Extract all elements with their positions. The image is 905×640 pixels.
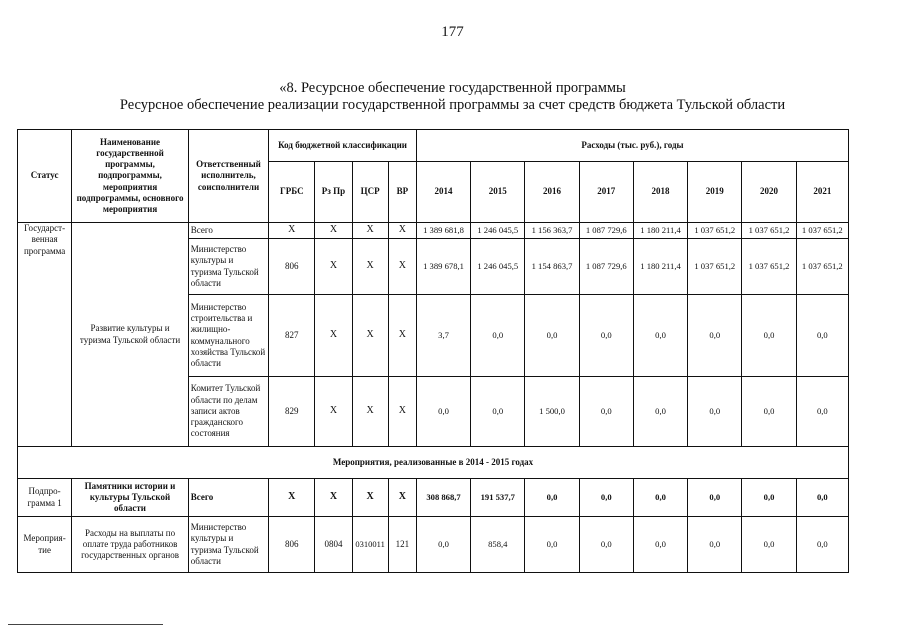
value-cell: 1 246 045,5 — [471, 223, 525, 239]
code-cell: 829 — [269, 377, 315, 447]
page-number: 177 — [441, 24, 464, 40]
code-cell: 121 — [388, 517, 416, 573]
value-cell: 858,4 — [471, 517, 525, 573]
header-year: 2015 — [471, 162, 525, 223]
value-cell: 1 389 681,8 — [416, 223, 470, 239]
code-cell: Х — [388, 239, 416, 295]
header-year: 2016 — [525, 162, 579, 223]
value-cell: 1 180 211,4 — [633, 239, 687, 295]
code-cell: Х — [352, 223, 388, 239]
code-cell: Х — [269, 223, 315, 239]
value-cell: 1 087 729,6 — [579, 239, 633, 295]
resource-table — [17, 129, 849, 573]
header-year: 2021 — [796, 162, 848, 223]
value-cell: 1 037 651,2 — [742, 223, 796, 239]
value-cell: 1 037 651,2 — [796, 223, 848, 239]
value-cell: 0,0 — [633, 479, 687, 517]
header-year: 2018 — [633, 162, 687, 223]
value-cell: 0,0 — [471, 377, 525, 447]
code-cell: 806 — [269, 239, 315, 295]
code-cell: Х — [388, 479, 416, 517]
document-title: «8. Ресурсное обеспечение государственной программы — [279, 80, 626, 96]
table-row — [18, 223, 849, 239]
value-cell: 1 156 363,7 — [525, 223, 579, 239]
executor-cell: Всего — [188, 479, 268, 517]
value-cell: 0,0 — [525, 479, 579, 517]
value-cell: 0,0 — [796, 377, 848, 447]
table-row — [18, 517, 849, 573]
value-cell: 308 868,7 — [416, 479, 470, 517]
value-cell: 0,0 — [742, 295, 796, 377]
code-cell: Х — [315, 223, 352, 239]
value-cell: 1 037 651,2 — [688, 239, 742, 295]
code-cell: Х — [315, 377, 352, 447]
code-cell: Х — [352, 295, 388, 377]
value-cell: 0,0 — [796, 295, 848, 377]
value-cell: 1 500,0 — [525, 377, 579, 447]
measure-name: Расходы на выплаты по оплате труда работников государственных органов — [72, 517, 189, 573]
header-code: ГРБС — [269, 162, 315, 223]
table-title: Ресурсное обеспечение реализации государственной программы за счет средств бюджета Тульской области — [119, 97, 786, 113]
code-cell: Х — [315, 479, 352, 517]
value-cell: 1 246 045,5 — [471, 239, 525, 295]
value-cell: 0,0 — [688, 517, 742, 573]
header-year: 2020 — [742, 162, 796, 223]
measure-status: Мероприя-тие — [18, 517, 72, 573]
header-code: ЦСР — [352, 162, 388, 223]
code-cell: 0804 — [315, 517, 352, 573]
executor-cell: Министерство культуры и туризма Тульской области — [188, 239, 268, 295]
header-year: 2019 — [688, 162, 742, 223]
value-cell: 0,0 — [742, 517, 796, 573]
executor-cell: Министерство культуры и туризма Тульской области — [188, 517, 268, 573]
value-cell: 0,0 — [633, 517, 687, 573]
value-cell: 1 389 678,1 — [416, 239, 470, 295]
code-cell: Х — [315, 239, 352, 295]
value-cell: 1 037 651,2 — [742, 239, 796, 295]
value-cell: 0,0 — [633, 377, 687, 447]
executor-cell: Комитет Тульской области по делам записи актов гражданского состояния — [188, 377, 268, 447]
header-code: ВР — [388, 162, 416, 223]
code-cell: Х — [388, 223, 416, 239]
header-expenses: Расходы (тыс. руб.), годы — [416, 130, 848, 162]
code-cell: Х — [315, 295, 352, 377]
value-cell: 1 037 651,2 — [796, 239, 848, 295]
subprogram-name: Памятники истории и культуры Тульской области — [72, 479, 189, 517]
code-cell: 827 — [269, 295, 315, 377]
value-cell: 1 037 651,2 — [688, 223, 742, 239]
value-cell: 0,0 — [633, 295, 687, 377]
header-name: Наименование государственной программы, подпрограммы, мероприятия подпрограммы, основного мероприятия — [72, 130, 189, 223]
value-cell: 0,0 — [742, 377, 796, 447]
value-cell: 0,0 — [525, 517, 579, 573]
code-cell: Х — [388, 295, 416, 377]
table-row — [18, 479, 849, 517]
code-cell: Х — [352, 479, 388, 517]
value-cell: 191 537,7 — [471, 479, 525, 517]
value-cell: 1 154 863,7 — [525, 239, 579, 295]
value-cell: 0,0 — [688, 377, 742, 447]
value-cell: 0,0 — [742, 479, 796, 517]
program-name: Развитие культуры и туризма Тульской области — [72, 223, 189, 447]
value-cell: 0,0 — [579, 377, 633, 447]
value-cell: 0,0 — [579, 295, 633, 377]
value-cell: 0,0 — [579, 517, 633, 573]
code-cell: 0310011 — [352, 517, 388, 573]
value-cell: 0,0 — [416, 517, 470, 573]
code-cell: 806 — [269, 517, 315, 573]
header-status: Статус — [18, 130, 72, 223]
value-cell: 0,0 — [579, 479, 633, 517]
section-title: Мероприятия, реализованные в 2014 - 2015 годах — [18, 447, 849, 479]
header-executor: Ответственный исполнитель, соисполнители — [188, 130, 268, 223]
header-year: 2017 — [579, 162, 633, 223]
value-cell: 3,7 — [416, 295, 470, 377]
value-cell: 0,0 — [416, 377, 470, 447]
code-cell: Х — [352, 377, 388, 447]
table-row — [18, 447, 849, 479]
code-cell: Х — [352, 239, 388, 295]
executor-cell: Министерство строительства и жилищно-коммунального хозяйства Тульской области — [188, 295, 268, 377]
value-cell: 1 180 211,4 — [633, 223, 687, 239]
value-cell: 0,0 — [688, 295, 742, 377]
value-cell: 1 087 729,6 — [579, 223, 633, 239]
value-cell: 0,0 — [796, 479, 848, 517]
header-year: 2014 — [416, 162, 470, 223]
header-code: Рз Пр — [315, 162, 352, 223]
code-cell: Х — [388, 377, 416, 447]
footnote-divider — [8, 624, 163, 625]
value-cell: 0,0 — [796, 517, 848, 573]
value-cell: 0,0 — [688, 479, 742, 517]
header-budget-code: Код бюджетной классификации — [269, 130, 417, 162]
value-cell: 0,0 — [525, 295, 579, 377]
code-cell: Х — [269, 479, 315, 517]
executor-cell: Всего — [188, 223, 268, 239]
subprogram-status: Подпро-грамма 1 — [18, 479, 72, 517]
program-status: Государст-венная программа — [18, 223, 72, 447]
value-cell: 0,0 — [471, 295, 525, 377]
